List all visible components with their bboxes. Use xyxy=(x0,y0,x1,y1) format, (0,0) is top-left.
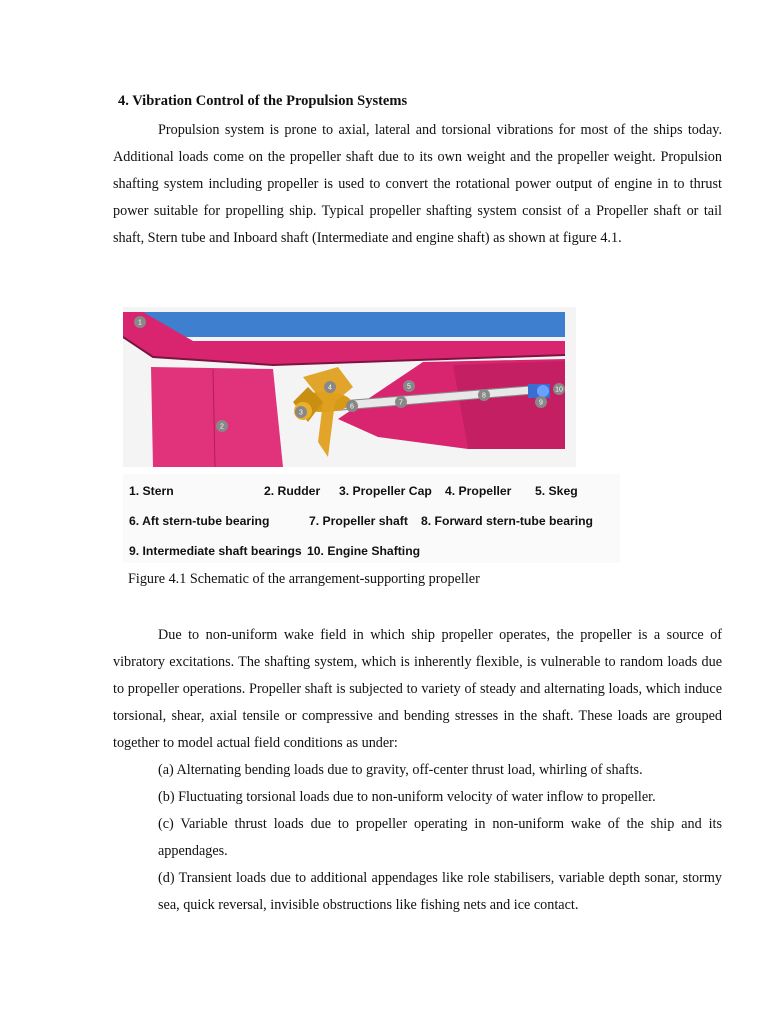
marker-3: 3 xyxy=(299,409,303,417)
legend-item-forward-stern-tube-bearing: 8. Forward stern-tube bearing xyxy=(421,514,594,528)
paragraph-1 xyxy=(113,117,722,252)
legend-item-aft-stern-tube-bearing: 6. Aft stern-tube bearing xyxy=(129,514,270,528)
marker-2: 2 xyxy=(220,423,224,431)
propeller-schematic-image xyxy=(123,307,576,467)
paragraph-2 xyxy=(113,622,722,757)
marker-8: 8 xyxy=(482,392,486,400)
legend-item-rudder: 2. Rudder xyxy=(264,484,321,498)
legend-item-propeller: 4. Propeller xyxy=(445,484,512,498)
legend-item-intermediate-shaft-bearings: 9. Intermediate shaft bearings xyxy=(129,544,302,558)
marker-4: 4 xyxy=(328,384,332,392)
figure-caption: Figure 4.1 Schematic of the arrangement-supporting propeller xyxy=(128,571,480,587)
list-item: (c) Variable thrust loads due to propeller operating in non-uniform wake of the ship and its appendages. xyxy=(158,816,722,859)
legend-item-skeg: 5. Skeg xyxy=(535,484,578,498)
marker-1: 1 xyxy=(138,319,142,327)
legend-item-engine-shafting: 10. Engine Shafting xyxy=(307,544,421,558)
propeller-arrangement-figure xyxy=(123,307,576,467)
marker-5: 5 xyxy=(407,383,411,391)
marker-6: 6 xyxy=(350,403,354,411)
load-list xyxy=(158,757,722,919)
list-item: (b) Fluctuating torsional loads due to non-uniform velocity of water inflow to propeller. xyxy=(158,789,656,805)
marker-7: 7 xyxy=(399,399,403,407)
list-item: (a) Alternating bending loads due to gravity, off-center thrust load, whirling of shafts. xyxy=(158,762,643,778)
paragraph-1-text: Propulsion system is prone to axial, lateral and torsional vibrations for most of the ships today. Additional loads come on the propeller shaft due to its own weight and the propeller weight. Propulsion shafting system including propeller is used to convert the rotational power output of engine in to thrust power suitable for propelling ship. Typical propeller shafting system consist of a Propeller shaft or tail shaft, Stern tube and Inboard shaft (Intermediate and engine shaft) as shown at figure 4.1. xyxy=(113,122,722,246)
marker-10: 10 xyxy=(555,386,563,394)
legend-item-propeller-shaft: 7. Propeller shaft xyxy=(309,514,408,528)
section-heading: 4. Vibration Control of the Propulsion Systems xyxy=(118,93,408,109)
legend-item-stern: 1. Stern xyxy=(129,484,174,498)
figure-legend xyxy=(123,474,620,563)
paragraph-2-text: Due to non-uniform wake field in which ship propeller operates, the propeller is a source of vibratory excitations. The shafting system, which is inherently flexible, is vulnerable to random loads due to propeller operations. Propeller shaft is subjected to variety of steady and alternating loads, which induce torsional, shear, axial tensile or compressive and bending stresses in the shaft. These loads are grouped together to model actual field conditions as under: xyxy=(113,627,722,751)
marker-9: 9 xyxy=(539,399,543,407)
legend-item-propeller-cap: 3. Propeller Cap xyxy=(339,484,432,498)
list-item: (d) Transient loads due to additional appendages like role stabilisers, variable depth sonar, stormy sea, quick reversal, invisible obstructions like fishing nets and ice contact. xyxy=(158,870,722,913)
